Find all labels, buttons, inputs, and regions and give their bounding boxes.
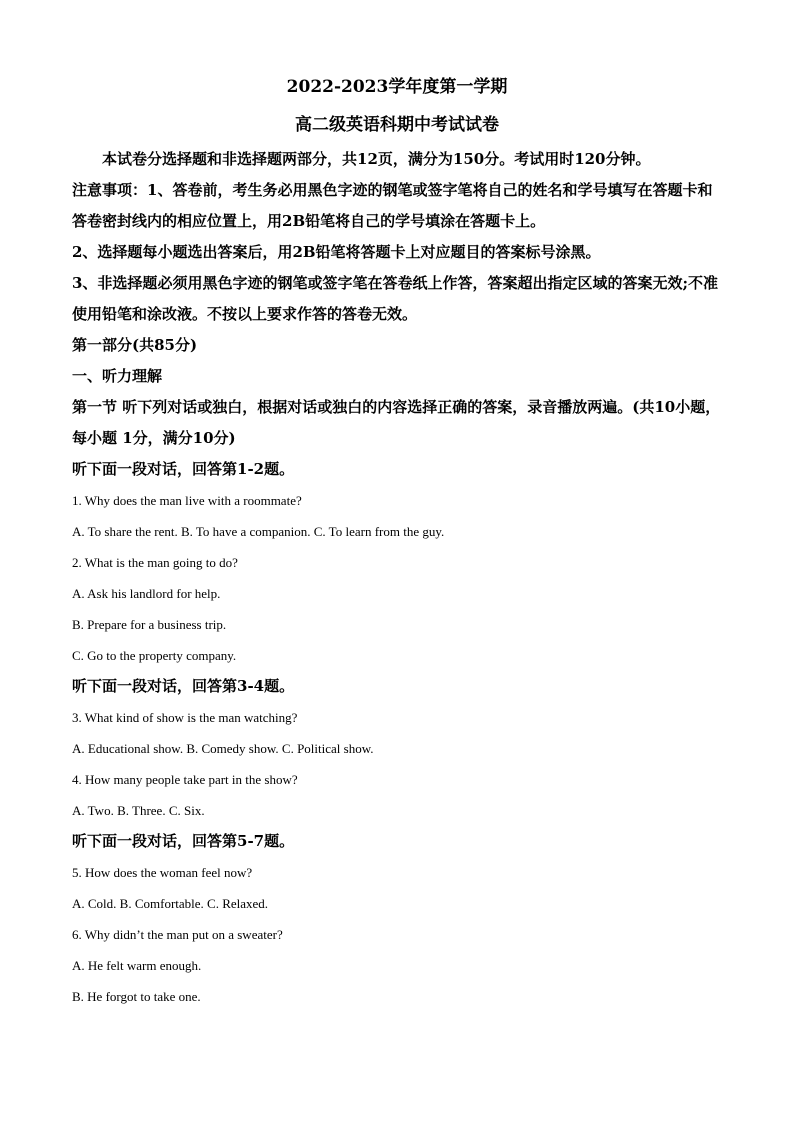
question-5: 5. How does the woman feel now?: [72, 865, 253, 880]
question-group-3: [72, 826, 722, 1012]
question-3-options: A. Educational show. B. Comedy show. C. Political show.: [72, 741, 374, 756]
part-title: 第一部分(共85分): [72, 336, 198, 354]
exam-content: [72, 144, 722, 1012]
question-4: 4. How many people take part in the show?: [72, 772, 298, 787]
question-3: 3. What kind of show is the man watching?: [72, 710, 298, 725]
question-4-options: A. Two. B. Three. C. Six.: [72, 803, 205, 818]
exam-note-1: 注意事项：1、答卷前，考生务必用黑色字迹的钢笔或签字笔将自己的姓名和学号填写在答题卡和答卷密封线内的相应位置上，用2B铅笔将自己的学号填涂在答题卡上。: [72, 181, 713, 230]
question-2-option-c: C. Go to the property company.: [72, 648, 237, 663]
question-1-options: A. To share the rent. B. To have a companion. C. To learn from the guy.: [72, 524, 445, 539]
question-2: 2. What is the man going to do?: [72, 555, 238, 570]
exam-subject-title: 高二级英语科期中考试试卷: [295, 115, 499, 135]
exam-term-title: 2022-2023学年度第一学期: [286, 77, 508, 97]
group-heading: 听下面一段对话，回答第3-4题。: [72, 677, 295, 695]
question-2-option-a: A. Ask his landlord for help.: [72, 586, 221, 601]
question-1: 1. Why does the man live with a roommate?: [72, 493, 302, 508]
exam-note-2: 2、选择题每小题选出答案后，用2B铅笔将答题卡上对应题目的答案标号涂黑。: [72, 243, 601, 261]
question-5-options: A. Cold. B. Comfortable. C. Relaxed.: [72, 896, 269, 911]
group-heading: 听下面一段对话，回答第5-7题。: [72, 832, 295, 850]
question-6-option-b: B. He forgot to take one.: [72, 989, 201, 1004]
question-6-option-a: A. He felt warm enough.: [72, 958, 202, 973]
subsection-instructions: 第一节 听下列对话或独白，根据对话或独白的内容选择正确的答案，录音播放两遍。(共10小题，每小题 1分，满分10分): [72, 398, 721, 447]
exam-note-3: 3、非选择题必须用黑色字迹的钢笔或签字笔在答卷纸上作答，答案超出指定区域的答案无效;不准使用铅笔和涂改液。不按以上要求作答的答卷无效。: [72, 274, 718, 323]
question-6: 6. Why didn’t the man put on a sweater?: [72, 927, 283, 942]
question-group-1: [72, 454, 722, 671]
question-group-2: [72, 671, 722, 826]
section-title: 一、听力理解: [72, 367, 163, 385]
exam-description: 本试卷分选择题和非选择题两部分，共12页，满分为150分。考试用时120分钟。: [102, 150, 651, 168]
question-2-option-b: B. Prepare for a business trip.: [72, 617, 227, 632]
group-heading: 听下面一段对话，回答第1-2题。: [72, 460, 295, 478]
